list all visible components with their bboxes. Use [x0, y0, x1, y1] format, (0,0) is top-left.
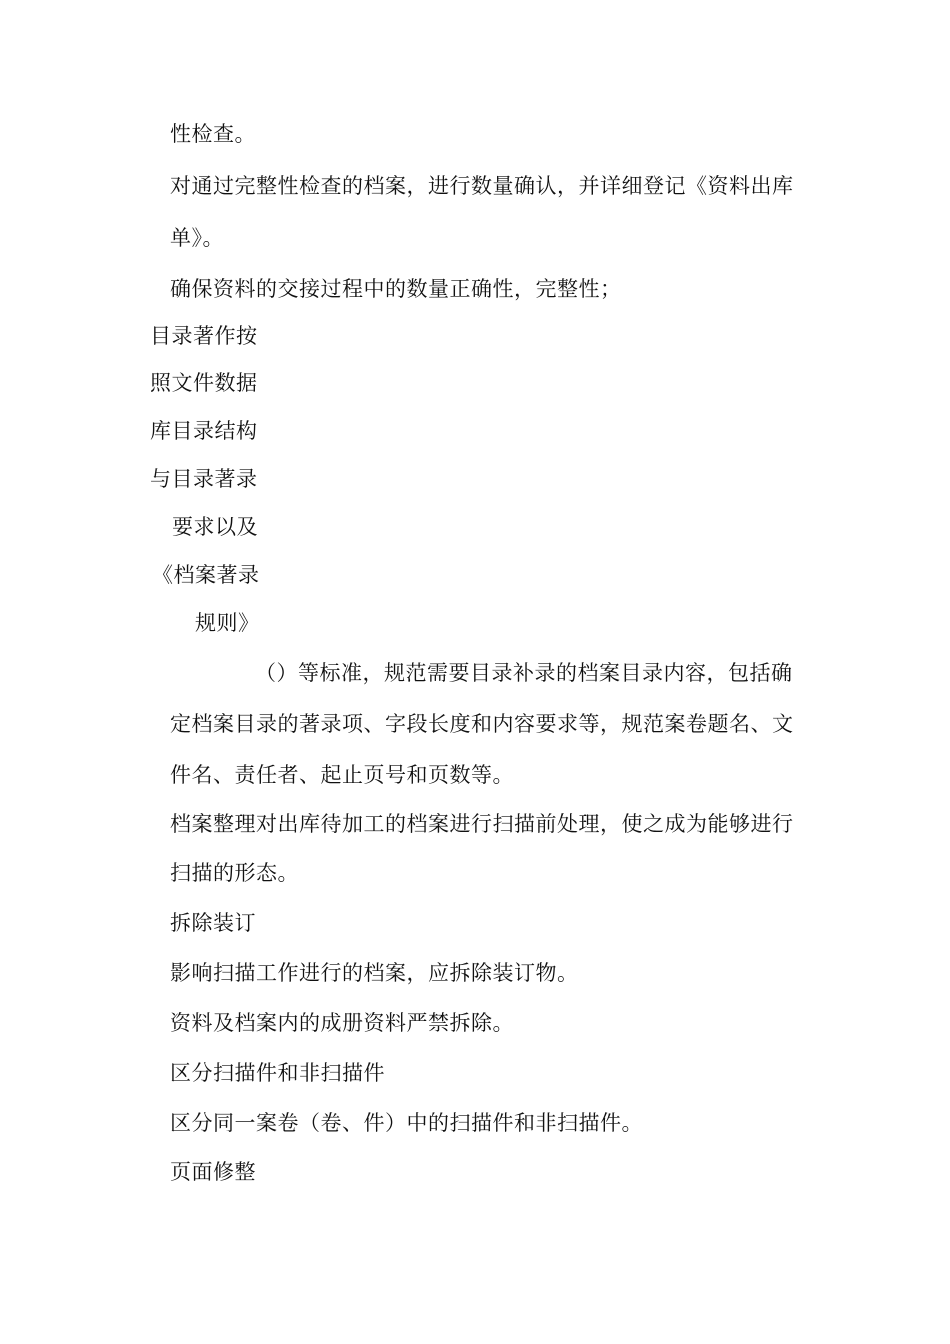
text-line: 库目录结构	[150, 419, 258, 443]
text-line: 扫描的形态。	[170, 861, 299, 885]
text-line: 与目录著录	[150, 467, 258, 491]
text-line: 件名、责任者、起止页号和页数等。	[170, 763, 514, 787]
text-line: 性检查。	[170, 122, 256, 146]
text-line: 影响扫描工作进行的档案，应拆除装订物。	[170, 961, 579, 985]
text-line: 确保资料的交接过程中的数量正确性，完整性；	[170, 277, 622, 301]
text-line: 资料及档案内的成册资料严禁拆除。	[170, 1011, 514, 1035]
text-line: 目录著作按	[150, 324, 258, 348]
text-line: 定档案目录的著录项、字段长度和内容要求等，规范案卷题名、文	[170, 712, 794, 736]
text-line: 照文件数据	[150, 371, 258, 395]
text-line: 对通过完整性检查的档案，进行数量确认，并详细登记《资料出库	[170, 174, 794, 198]
text-line: 要求以及	[172, 515, 258, 539]
text-line: （）等标准，规范需要目录补录的档案目录内容，包括确	[255, 661, 793, 685]
text-line: 区分扫描件和非扫描件	[170, 1061, 385, 1085]
text-line: 区分同一案卷（卷、件）中的扫描件和非扫描件。	[170, 1111, 643, 1135]
text-line: 《档案著录	[152, 563, 260, 587]
text-line: 规则》	[195, 611, 260, 635]
text-line: 档案整理对出库待加工的档案进行扫描前处理，使之成为能够进行	[170, 812, 794, 836]
text-line: 页面修整	[170, 1160, 256, 1184]
text-line: 单》。	[170, 226, 224, 250]
text-line: 拆除装订	[170, 911, 256, 935]
